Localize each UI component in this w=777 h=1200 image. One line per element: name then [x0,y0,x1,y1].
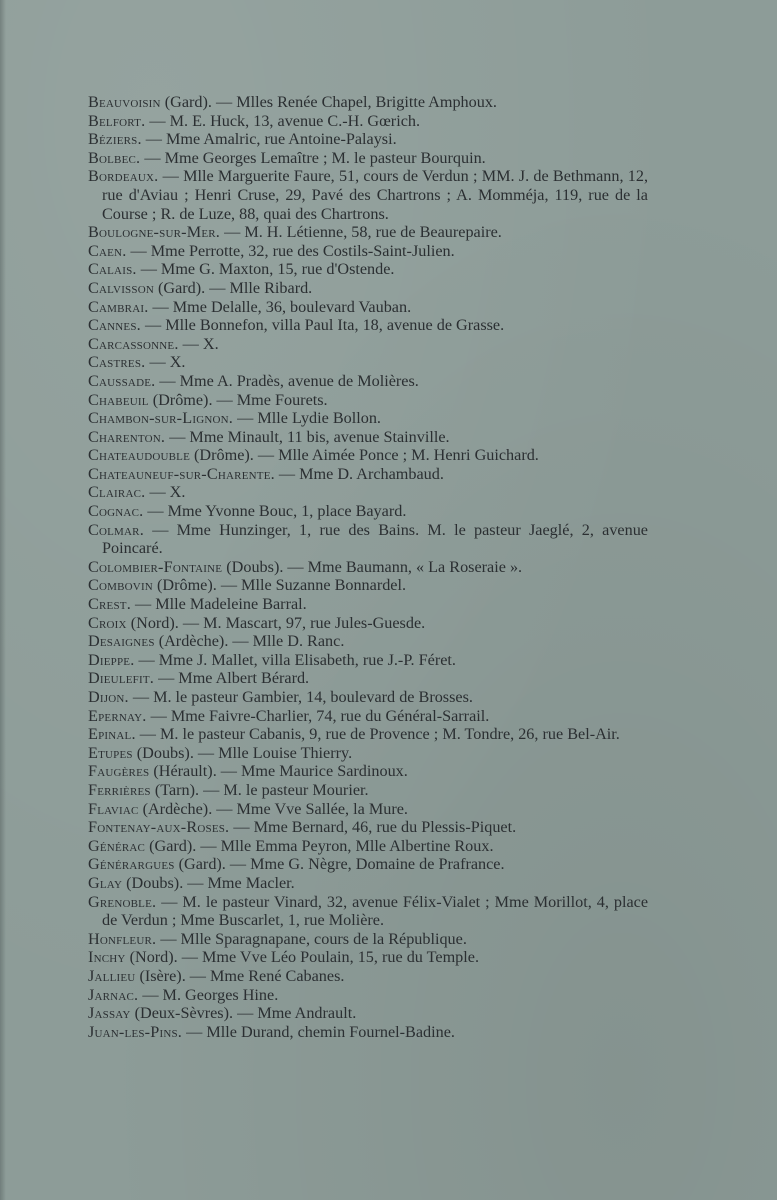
entry-details: (Doubs). — Mme Macler. [122,873,295,892]
entry-details: — Mme J. Mallet, villa Elisabeth, rue J.-P. Féret. [134,650,456,669]
place-name: Combovin [88,576,153,595]
place-name: Colombier-Fontaine [88,557,223,576]
entry-details: — Mme Delalle, 36, boulevard Vauban. [148,297,412,316]
entry-details: — M. Georges Hine. [138,985,279,1004]
list-item [88,483,648,502]
entry-details: (Drôme). — Mlle Suzanne Bonnardel. [152,576,407,595]
entry-details: (Ardèche). — Mme Vve Sallée, la Mure. [138,799,408,818]
entry-details: — M. E. Huck, 13, avenue C.-H. Gœrich. [145,111,421,130]
list-item [88,893,648,930]
address-list [88,93,648,1041]
list-item [88,707,648,726]
entry-details: — Mme Hunzinger, 1, rue des Bains. M. le pasteur Jaeglé, 2, avenue Poincaré. [102,520,648,558]
entry-details: (Hérault). — Mme Maurice Sardinoux. [149,762,408,781]
place-name: Dijon. [88,688,129,706]
list-item [88,93,648,112]
place-name: Jallieu [88,966,136,985]
entry-details: — Mme Yvonne Bouc, 1, place Bayard. [143,502,407,521]
list-item [88,391,648,410]
entry-details: — Mme Albert Bérard. [154,669,310,688]
entry-details: — Mme Bernard, 46, rue du Plessis-Piquet. [229,818,517,837]
place-name: Belfort. [88,111,146,130]
list-item [88,1004,648,1023]
entry-details: (Gard). — Mlles Renée Chapel, Brigitte Amphoux. [160,93,497,111]
list-item [88,112,648,131]
entry-details: — Mlle Lydie Bollon. [233,409,381,428]
place-name: Chateauneuf-sur-Charente. [88,464,275,483]
entry-details: — Mlle Madeleine Barral. [130,595,307,614]
list-item [88,279,648,298]
list-item [88,130,648,149]
list-item [88,428,648,447]
list-item [88,818,648,837]
entry-details: — X. [178,334,219,353]
place-name: Flaviac [88,799,139,818]
entry-details: (Drôme). — Mlle Aimée Ponce ; M. Henri Guichard. [190,446,539,465]
list-item [88,149,648,168]
place-name: Dieppe. [88,650,135,669]
place-name: Dieulefit. [88,669,155,688]
place-name: Cognac. [88,502,144,521]
list-item [88,576,648,595]
list-item [88,781,648,800]
list-item [88,874,648,893]
list-item [88,986,648,1005]
place-name: Jarnac. [88,985,139,1004]
list-item [88,1023,648,1042]
list-item [88,800,648,819]
place-name: Calvisson [88,278,154,297]
entry-details: — Mlle Sparagnapane, cours de la République. [156,929,467,948]
place-name: Cannes. [88,316,141,335]
list-item [88,260,648,279]
place-name: Inchy [88,948,126,967]
list-item [88,632,648,651]
entry-details: (Gard). — Mme G. Nègre, Domaine de Prafrance. [174,855,505,874]
page-edge-shadow [0,0,6,1200]
list-item [88,353,648,372]
place-name: Générac [88,836,146,855]
entry-details: — M. le pasteur Cabanis, 9, rue de Provence ; M. Tondre, 26, rue Bel-Air. [135,725,620,744]
place-name: Clairac. [88,483,146,502]
place-name: Epernay. [88,706,147,725]
entry-details: — Mlle Bonnefon, villa Paul Ita, 18, avenue de Grasse. [140,316,505,335]
place-name: Castres. [88,353,146,372]
list-item [88,223,648,242]
entry-details: — Mme D. Archambaud. [274,464,444,483]
place-name: Boulogne-sur-Mer. [88,223,221,242]
place-name: Desaignes [88,632,155,651]
place-name: Juan-les-Pins. [88,1022,183,1041]
list-item [88,967,648,986]
entry-details: — X. [145,353,186,372]
entry-details: (Nord). — M. Mascart, 97, rue Jules-Guesde. [126,613,426,632]
place-name: Ferrières [88,780,151,799]
list-item [88,521,648,558]
place-name: Grenoble. [88,892,157,911]
place-name: Colmar. [88,520,144,539]
entry-details: — X. [145,483,186,502]
list-item [88,725,648,744]
entry-details: — Mme Perrotte, 32, rue des Costils-Saint-Julien. [126,241,455,260]
entry-details: (Doubs). — Mlle Louise Thierry. [132,743,353,762]
list-item [88,688,648,707]
list-item [88,669,648,688]
place-name: Etupes [88,743,133,762]
entry-details: — Mlle Marguerite Faure, 51, cours de Verdun ; MM. J. de Bethmann, 12, rue d'Aviau ; Henri Cruse, 29, Pavé des Chartrons ; A. Momméja, 119, rue de la Course ; R. de Luze, 88, quai des Chartrons. [102,167,648,223]
place-name: Carcassonne. [88,334,179,353]
list-item [88,167,648,223]
list-item [88,558,648,577]
list-item [88,502,648,521]
place-name: Générargues [88,855,175,874]
place-name: Fontenay-aux-Roses. [88,818,230,837]
place-name: Croix [88,613,127,632]
place-name: Chambon-sur-Lignon. [88,409,234,428]
place-name: Honfleur. [88,929,157,948]
list-item [88,298,648,317]
list-item [88,948,648,967]
list-item [88,335,648,354]
entry-details: (Ardèche). — Mlle D. Ranc. [154,632,345,651]
place-name: Charenton. [88,427,166,446]
entry-details: (Isère). — Mme René Cabanes. [135,966,345,985]
place-name: Caen. [88,241,127,260]
list-item [88,614,648,633]
list-item [88,651,648,670]
place-name: Glay [88,873,123,892]
place-name: Epinal. [88,725,136,744]
list-item [88,465,648,484]
entry-details: (Gard). — Mlle Emma Peyron, Mlle Albertine Roux. [145,836,494,855]
place-name: Jassay [88,1004,131,1023]
list-item [88,372,648,391]
list-item [88,595,648,614]
entry-details: (Nord). — Mme Vve Léo Poulain, 15, rue du Temple. [125,948,479,967]
place-name: Cambrai. [88,297,149,316]
list-item [88,855,648,874]
entry-details: — Mlle Durand, chemin Fournel-Badine. [182,1022,455,1041]
place-name: Crest. [88,595,131,614]
place-name: Beauvoisin [88,93,161,111]
place-name: Bolbec. [88,148,141,167]
place-name: Calais. [88,260,137,279]
entry-details: — M. le pasteur Gambier, 14, boulevard de Brosses. [128,688,473,706]
list-item [88,930,648,949]
place-name: Béziers. [88,130,142,149]
place-name: Bordeaux. [88,167,159,186]
list-item [88,762,648,781]
list-item [88,446,648,465]
entry-details: — M. H. Létienne, 58, rue de Beaurepaire. [220,223,502,242]
entry-details: — Mme A. Pradès, avenue de Molières. [155,371,419,390]
list-item [88,837,648,856]
entry-details: (Doubs). — Mme Baumann, « La Roseraie ». [222,557,523,576]
list-item [88,316,648,335]
entry-details: — Mme Minault, 11 bis, avenue Stainville. [165,427,450,446]
place-name: Chabeuil [88,390,149,409]
entry-details: (Deux-Sèvres). — Mme Andrault. [130,1004,357,1023]
entry-details: — Mme Faivre-Charlier, 74, rue du Général-Sarrail. [146,706,490,725]
entry-details: — Mme G. Maxton, 15, rue d'Ostende. [136,260,395,279]
entry-details: — M. le pasteur Vinard, 32, avenue Félix-Vialet ; Mme Morillot, 4, place de Verdun ; Mme Buscarlet, 1, rue Molière. [102,892,648,930]
place-name: Caussade. [88,371,156,390]
entry-details: — Mme Amalric, rue Antoine-Palaysi. [141,130,397,149]
entry-details: (Drôme). — Mme Fourets. [148,390,328,409]
list-item [88,242,648,261]
list-item [88,744,648,763]
list-item [88,409,648,428]
entry-details: (Tarn). — M. le pasteur Mourier. [150,780,369,799]
place-name: Faugères [88,762,150,781]
entry-details: (Gard). — Mlle Ribard. [153,278,313,297]
entry-details: — Mme Georges Lemaître ; M. le pasteur Bourquin. [140,148,486,167]
place-name: Chateaudouble [88,446,190,465]
